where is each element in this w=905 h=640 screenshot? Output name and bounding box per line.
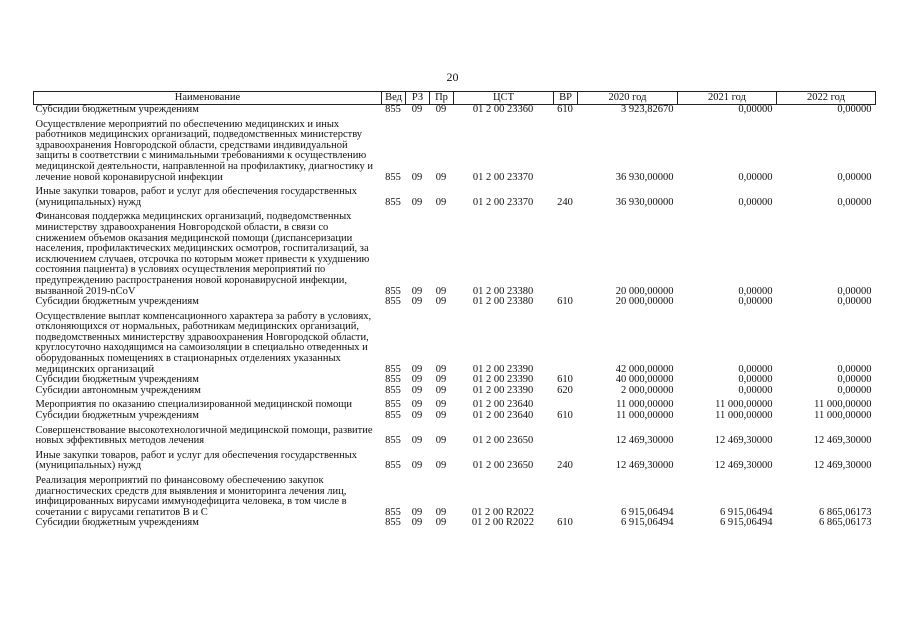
cell-2020: 3 923,82670 (621, 104, 674, 115)
cell-cst: 01 2 00 23380 (472, 296, 534, 308)
table-row (34, 208, 876, 297)
cell-2020: 12 469,30000 (615, 460, 674, 472)
cell-name: Субсидии бюджетным учреждениям (35, 410, 199, 422)
table-row (34, 386, 876, 397)
cell-2021: 6 915,06494 (720, 517, 773, 529)
cell-cst: 01 2 00 R2022 (471, 506, 535, 518)
cell-rz: 09 (411, 460, 423, 472)
cell-2020: 36 930,00000 (615, 196, 674, 208)
cell-ved: 855 (385, 399, 401, 411)
cell-name: Мероприятия по оказанию специализированной медицинской помощи (35, 399, 352, 411)
cell-2020: 20 000,00000 (615, 296, 674, 308)
cell-pr: 09 (435, 374, 447, 386)
cell-2021: 11 000,00000 (715, 399, 773, 411)
cell-ved: 855 (385, 374, 401, 386)
cell-2022: 6 865,06173 (819, 517, 872, 529)
table-row (34, 396, 876, 411)
cell-2022: 0,00000 (837, 104, 872, 115)
cell-2022: 6 865,06173 (819, 506, 872, 518)
table-row (34, 447, 876, 472)
cell-pr: 09 (435, 171, 447, 183)
cell-rz: 09 (411, 104, 423, 115)
cell-rz: 09 (411, 399, 423, 411)
budget-table (33, 91, 876, 529)
cell-rz: 09 (411, 196, 423, 208)
cell-2022: 11 000,00000 (814, 399, 872, 411)
table-row (34, 308, 876, 376)
cell-2022: 12 469,30000 (813, 460, 872, 472)
page-number: 20 (446, 70, 459, 84)
cell-cst: 01 2 00 23650 (472, 435, 534, 447)
cell-2021: 12 469,30000 (714, 435, 773, 447)
cell-2022: 12 469,30000 (813, 435, 872, 447)
cell-ved: 855 (385, 196, 401, 208)
cell-pr: 09 (435, 285, 447, 297)
cell-cst: 01 2 00 R2022 (471, 517, 535, 529)
cell-pr: 09 (435, 196, 447, 208)
cell-name: Финансовая поддержка медицинских организаций, подведомственных министерству здравоохранения Новгородской области, в связи со снижением объемов оказания медицинской помощи (диспансеризации населения, профилактических медицинских осмотров, госпитализаций, за исключением случаев, отсрочка по которым может привести к ухудшению состояния пациента) в условиях осуществления мероприятий по предупреждению распространения новой коронавирусной инфекции, вызванной 2019-nCoV (35, 211, 370, 297)
cell-2020: 11 000,00000 (616, 410, 674, 422)
cell-vr: 620 (557, 384, 573, 396)
cell-vr (554, 308, 578, 376)
cell-cst: 01 2 00 23390 (472, 374, 534, 386)
header-cst: ЦСТ (454, 92, 554, 105)
cell-2020: 12 469,30000 (615, 435, 674, 447)
cell-pr: 09 (435, 517, 447, 529)
header-2021: 2021 год (678, 92, 777, 105)
cell-2021: 11 000,00000 (715, 410, 773, 422)
cell-cst: 01 2 00 23650 (472, 460, 534, 472)
cell-name: Иные закупки товаров, работ и услуг для обеспечения государственных (муниципальных) нужд (35, 186, 358, 208)
cell-2021: 0,00000 (738, 104, 773, 115)
table-row (34, 422, 876, 447)
cell-2022: 0,00000 (837, 296, 872, 308)
cell-pr: 09 (435, 410, 447, 422)
cell-2021: 0,00000 (738, 296, 773, 308)
cell-cst: 01 2 00 23640 (472, 399, 534, 411)
cell-ved: 855 (385, 363, 401, 375)
cell-rz: 09 (411, 506, 423, 518)
cell-ved: 855 (385, 460, 401, 472)
cell-pr: 09 (435, 506, 447, 518)
cell-rz: 09 (411, 363, 423, 375)
cell-2020: 6 915,06494 (621, 517, 674, 529)
cell-ved: 855 (385, 435, 401, 447)
cell-vr: 610 (557, 517, 573, 529)
cell-pr: 09 (435, 104, 447, 115)
cell-rz: 09 (411, 410, 423, 422)
table-row (34, 518, 876, 529)
cell-ved: 855 (385, 285, 401, 297)
cell-2021: 0,00000 (738, 196, 773, 208)
header-name: Наименование (34, 92, 382, 105)
cell-2022: 0,00000 (837, 384, 872, 396)
cell-pr: 09 (435, 460, 447, 472)
cell-cst: 01 2 00 23390 (472, 384, 534, 396)
cell-2022: 0,00000 (837, 363, 872, 375)
cell-2020: 20 000,00000 (615, 285, 674, 297)
cell-name: Осуществление мероприятий по обеспечению медицинских и иных работников медицинских организаций, подведомственных министерству здравоохранения Новгородской области, средствами индивидуальной защиты в соответствии с минимальными требованиями к осуществлению медицинской деятельности, направленной на профилактику, диагностику и лечение новой коронавирусной инфекции (35, 118, 373, 183)
cell-2020: 36 930,00000 (615, 171, 674, 183)
cell-pr: 09 (435, 363, 447, 375)
cell-name: Иные закупки товаров, работ и услуг для обеспечения государственных (муниципальных) нужд (35, 449, 358, 472)
cell-rz: 09 (411, 285, 423, 297)
cell-2020: 6 915,06494 (621, 506, 674, 518)
cell-2021: 6 915,06494 (720, 506, 773, 518)
cell-2021: 0,00000 (738, 363, 773, 375)
cell-name: Совершенствование высокотехнологичной медицинской помощи, развитие новых эффективных методов лечения (35, 424, 373, 447)
table-body (34, 105, 876, 529)
cell-2021: 0,00000 (738, 171, 773, 183)
cell-pr: 09 (435, 384, 447, 396)
header-rz: РЗ (406, 92, 430, 105)
cell-pr: 09 (435, 435, 447, 447)
cell-2021: 0,00000 (738, 374, 773, 386)
cell-2022: 0,00000 (837, 285, 872, 297)
cell-ved: 855 (385, 506, 401, 518)
cell-name: Осуществление выплат компенсационного характера за работу в условиях, отклоняющихся от нормальных, работникам медицинских организаций, подведомственных министерству здравоохранения Новгородской области, круглосуточно находящимся на самоизоляции в специально отведенных и оборудованных помещениях в стационарных отделениях указанных медицинских организаций (35, 310, 372, 375)
header-2022: 2022 год (777, 92, 876, 105)
cell-vr (554, 396, 578, 411)
cell-pr: 09 (435, 399, 447, 411)
cell-cst: 01 2 00 23640 (472, 410, 534, 422)
cell-name: Реализация мероприятий по финансовому обеспечению закупок диагностических средств для выявления и мониторинга лечения лиц, инфицированных вирусами иммунодефицита человека, в том числе в сочетании с вирусами гепатитов В и С (35, 475, 347, 518)
table-row (34, 183, 876, 208)
table-row (34, 472, 876, 518)
header-2020: 2020 год (578, 92, 678, 105)
cell-rz: 09 (411, 171, 423, 183)
cell-vr: 240 (557, 460, 573, 472)
cell-vr (554, 208, 578, 297)
cell-2020: 40 000,00000 (615, 374, 674, 386)
header-pr: Пр (430, 92, 454, 105)
cell-cst: 01 2 00 23360 (472, 104, 534, 115)
cell-ved: 855 (385, 296, 401, 308)
cell-vr: 610 (557, 410, 573, 422)
cell-cst: 01 2 00 23370 (472, 171, 534, 183)
cell-2022: 11 000,00000 (814, 410, 872, 422)
cell-cst: 01 2 00 23370 (472, 196, 534, 208)
cell-2021: 12 469,30000 (714, 460, 773, 472)
cell-rz: 09 (411, 384, 423, 396)
cell-name: Субсидии бюджетным учреждениям (35, 296, 199, 308)
header-ved: Вед (382, 92, 406, 105)
table-row (34, 105, 876, 116)
cell-vr: 610 (557, 374, 573, 386)
cell-vr (554, 116, 578, 184)
header-vr: ВР (554, 92, 578, 105)
cell-2022: 0,00000 (837, 374, 872, 386)
cell-name: Субсидии бюджетным учреждениям (35, 374, 199, 386)
cell-2020: 11 000,00000 (616, 399, 674, 411)
cell-name: Субсидии бюджетным учреждениям (35, 104, 199, 115)
cell-ved: 855 (385, 517, 401, 529)
cell-pr: 09 (435, 296, 447, 308)
cell-2020: 2 000,00000 (621, 384, 674, 396)
cell-cst: 01 2 00 23390 (472, 363, 534, 375)
cell-vr: 240 (557, 196, 573, 208)
table-header-row (34, 92, 876, 105)
table-row (34, 116, 876, 184)
cell-vr: 610 (557, 104, 573, 115)
table-row (34, 297, 876, 308)
cell-vr: 610 (557, 296, 573, 308)
cell-2021: 0,00000 (738, 285, 773, 297)
cell-2022: 0,00000 (837, 171, 872, 183)
cell-ved: 855 (385, 104, 401, 115)
cell-name: Субсидии автономным учреждениям (35, 384, 201, 396)
cell-cst: 01 2 00 23380 (472, 285, 534, 297)
cell-2021: 0,00000 (738, 384, 773, 396)
cell-2020: 42 000,00000 (615, 363, 674, 375)
cell-ved: 855 (385, 171, 401, 183)
table-row (34, 411, 876, 422)
cell-ved: 855 (385, 384, 401, 396)
cell-2022: 0,00000 (837, 196, 872, 208)
cell-vr (554, 472, 578, 518)
cell-rz: 09 (411, 435, 423, 447)
cell-rz: 09 (411, 296, 423, 308)
cell-ved: 855 (385, 410, 401, 422)
cell-name: Субсидии бюджетным учреждениям (35, 517, 199, 529)
cell-vr (554, 422, 578, 447)
cell-rz: 09 (411, 517, 423, 529)
cell-rz: 09 (411, 374, 423, 386)
